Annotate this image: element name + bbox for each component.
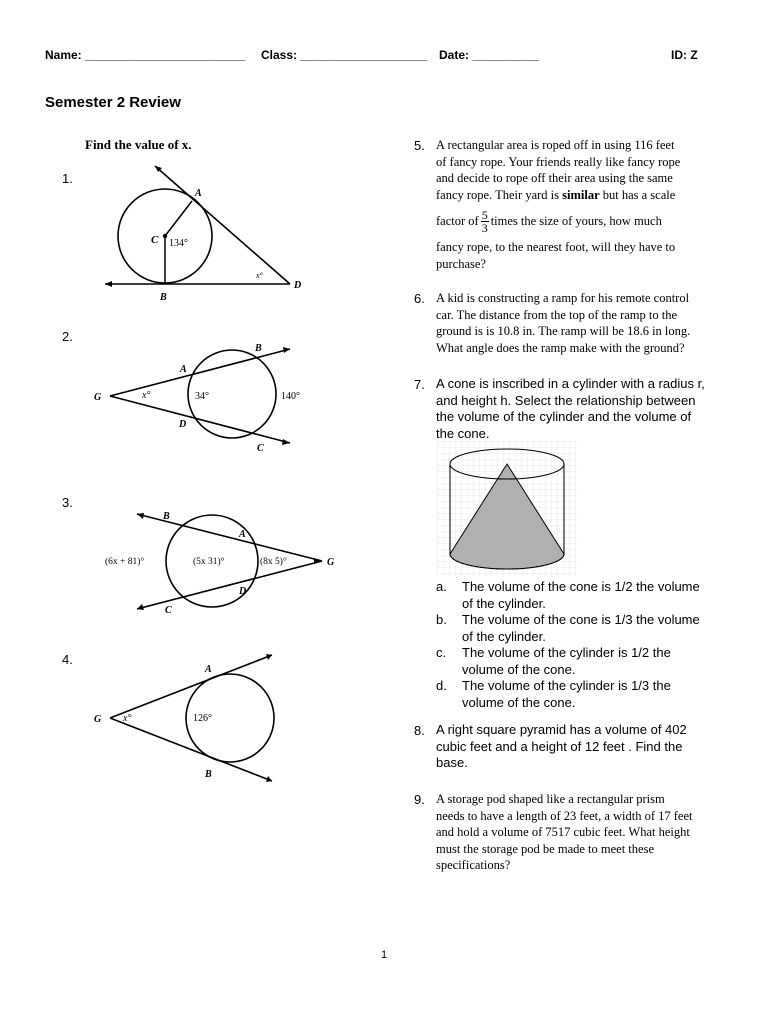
- label-g: G: [94, 714, 102, 725]
- expr-1: (6x + 81)°: [105, 557, 145, 567]
- label-b: B: [255, 343, 262, 354]
- name-field: Name: ________________________: [45, 48, 246, 62]
- question-8-number: 8.: [414, 723, 425, 738]
- question-6-number: 6.: [414, 291, 425, 306]
- figure-2-secants: [90, 337, 310, 459]
- arc-140: 140°: [281, 391, 300, 402]
- option-c: c. The volume of the cylinder is 1/2 the volume of the cone.: [436, 645, 671, 677]
- expr-2: (5x 31)°: [193, 557, 225, 567]
- label-d: D: [179, 419, 187, 430]
- label-b: B: [205, 769, 212, 780]
- question-7-text: A cone is inscribed in a cylinder with a radius r, and height h. Select the relationship between the volume of the cylinder and the volume of the cone.: [436, 376, 705, 441]
- figure-1-tangent-circle: [100, 163, 315, 313]
- instruction: Find the value of x.: [85, 137, 192, 152]
- label-b: B: [163, 511, 170, 522]
- date-field: Date: __________: [439, 48, 540, 62]
- label-a: A: [205, 664, 212, 675]
- question-9-text: A storage pod shaped like a rectangular prism needs to have a length of 23 feet, a width of 17 feet and hold a volume of 7517 cubic feet. What height must the storage pod be made to meet these specifications?: [436, 792, 693, 872]
- question-2-number: 2.: [62, 329, 73, 344]
- label-g: G: [327, 557, 335, 568]
- question-6-text: A kid is constructing a ramp for his remote control car. The distance from the top of the ramp to the ground is is 10.8 in. The ramp will be 18.6 in long. What angle does the ramp make with the ground?: [436, 291, 691, 355]
- question-5-text: A rectangular area is roped off in using 116 feet of fancy rope. Your friends really like fancy rope and decide to rope off their area using the same fancy rope. Their yard is similar but has a scale factor of $\frac{5}{3}$ times the size of yours, how much fancy rope, to the nearest foot, will they have to purchase?: [436, 138, 681, 271]
- question-1-number: 1.: [62, 171, 73, 186]
- label-c: C: [151, 234, 159, 246]
- label-c: C: [165, 605, 172, 616]
- question-3-number: 3.: [62, 495, 73, 510]
- question-8-text: A right square pyramid has a volume of 402 cubic feet and a height of 12 feet . Find the base.: [436, 722, 687, 770]
- label-d: D: [239, 586, 247, 597]
- page-number: 1: [381, 949, 388, 961]
- fraction-5-3: $\frac{5}{3}$: [481, 207, 488, 235]
- label-a: A: [195, 188, 202, 199]
- label-d: D: [294, 280, 302, 291]
- page-title: Semester 2 Review: [45, 94, 181, 111]
- option-d: d. The volume of the cylinder is 1/3 the volume of the cone.: [436, 678, 671, 710]
- figure-cone-in-cylinder: [437, 441, 577, 576]
- label-a: A: [180, 364, 187, 375]
- option-b: b. The volume of the cone is 1/3 the volume of the cylinder.: [436, 612, 700, 644]
- figure-3-secants: [100, 506, 345, 618]
- question-4-number: 4.: [62, 652, 73, 667]
- header: [45, 48, 725, 64]
- question-7-number: 7.: [414, 377, 425, 392]
- angle-x: x°: [142, 390, 151, 401]
- angle-134: 134°: [169, 238, 188, 249]
- arc-34: 34°: [195, 391, 209, 402]
- figure-4-tangents: [90, 648, 290, 788]
- label-g: G: [94, 392, 102, 403]
- label-b: B: [160, 292, 167, 303]
- label-c: C: [257, 443, 264, 454]
- id-field: ID: Z: [671, 48, 698, 62]
- question-9-number: 9.: [414, 792, 425, 807]
- label-a: A: [239, 529, 246, 540]
- expr-3: (8x 5)°: [260, 557, 287, 567]
- angle-x: x°: [256, 271, 263, 280]
- option-a: a. The volume of the cone is 1/2 the volume of the cylinder.: [436, 579, 700, 611]
- arc-126: 126°: [193, 713, 212, 724]
- angle-x: x°: [123, 713, 132, 724]
- question-5-number: 5.: [414, 138, 425, 153]
- class-field: Class: ___________________: [261, 48, 428, 62]
